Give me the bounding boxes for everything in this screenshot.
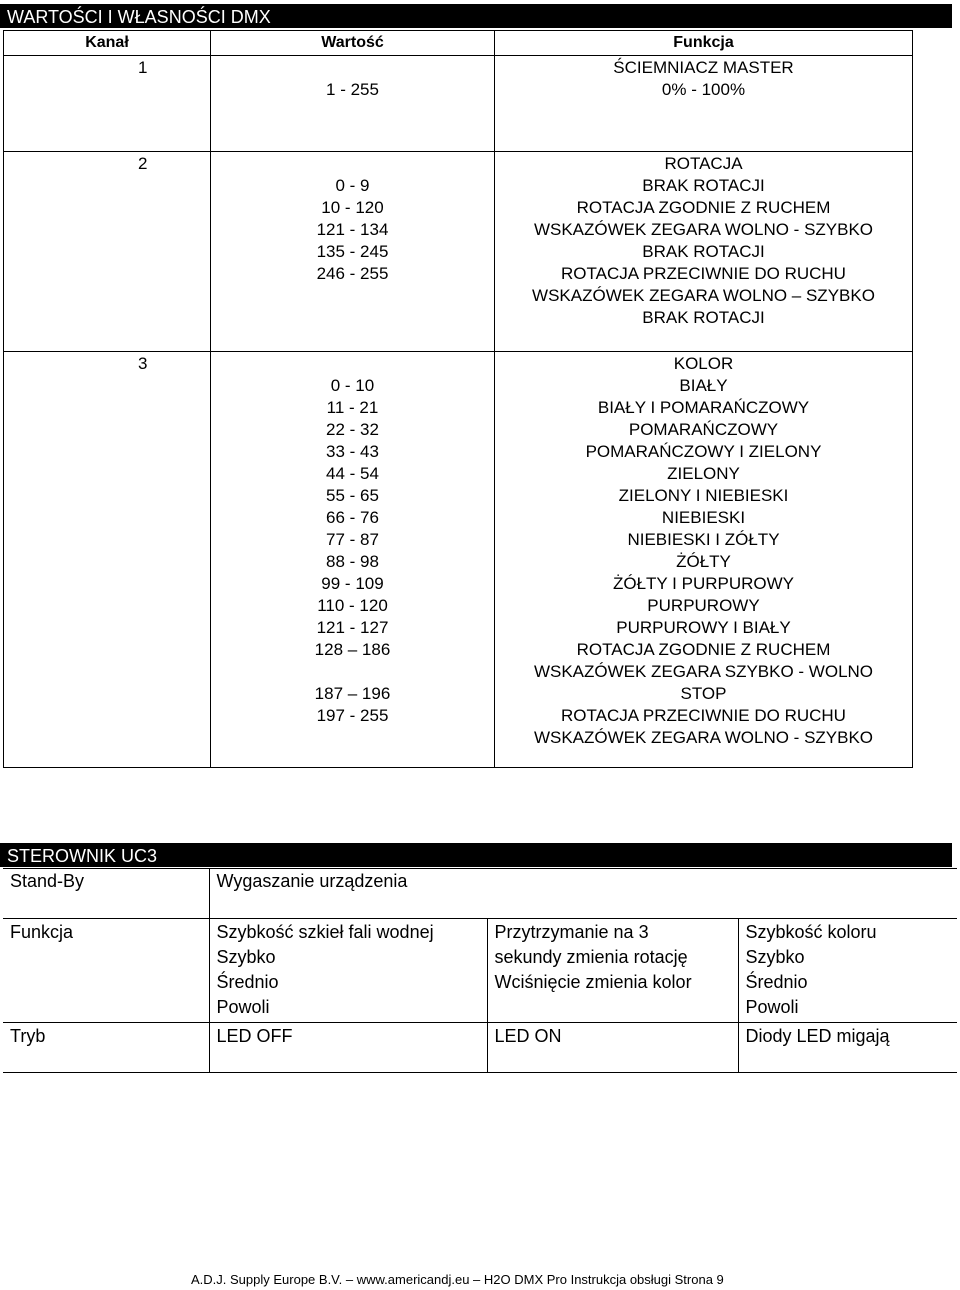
text-line: BRAK ROTACJI	[642, 176, 765, 195]
text-line: 110 - 120	[317, 596, 388, 615]
text-line: Średnio	[216, 972, 279, 992]
text-line: BIAŁY	[679, 376, 728, 395]
uc3-row-tryb	[3, 1023, 957, 1073]
standby-label: Stand-By	[3, 869, 209, 919]
text-line: Szybko	[216, 947, 276, 967]
tryb-led-off: LED OFF	[209, 1023, 487, 1073]
function-cell	[495, 56, 913, 152]
channel-cell: 2	[4, 152, 211, 352]
text-line: 66 - 76	[326, 508, 379, 527]
tryb-led-on: LED ON	[487, 1023, 738, 1073]
text-line: POMARAŃCZOWY I ZIELONY	[585, 442, 822, 461]
text-line: POMARAŃCZOWY	[628, 420, 779, 439]
header-function: Funkcja	[495, 31, 913, 56]
text-line: 11 - 21	[326, 398, 379, 417]
text-line: ROTACJA PRZECIWNIE DO RUCHU	[561, 264, 846, 283]
hold-line	[495, 920, 738, 945]
function-cell	[495, 152, 913, 352]
text-line: 197 - 255	[316, 706, 389, 725]
text-line: 0 - 10	[330, 376, 375, 395]
text-line: WSKAZÓWEK ZEGARA WOLNO - SZYBKO	[533, 728, 874, 747]
hold-word-1: Przytrzymanie	[494, 922, 609, 942]
hold-word-2: na	[613, 922, 634, 942]
text-line: 10 - 120	[321, 198, 384, 217]
page-footer: A.D.J. Supply Europe B.V. – www.americandj.eu – H2O DMX Pro Instrukcja obsługi Strona 9	[191, 1272, 724, 1287]
uc3-row-standby	[3, 869, 957, 919]
dmx-row-2	[4, 152, 913, 352]
text-line: ROTACJA ZGODNIE Z RUCHEM	[576, 198, 831, 217]
text-line: WSKAZÓWEK ZEGARA SZYBKO - WOLNO	[533, 662, 874, 681]
text-line: NIEBIESKI I ZÓŁTY	[627, 530, 780, 549]
funkcja-button-cell	[487, 919, 738, 1023]
text-line: BRAK ROTACJI	[642, 308, 765, 327]
dmx-row-1	[4, 56, 913, 152]
text-line: 77 - 87	[326, 530, 379, 549]
text-line: 246 - 255	[316, 264, 389, 283]
text-line: KOLOR	[673, 354, 734, 373]
text-line: 0 - 9	[335, 176, 370, 195]
button-lines	[495, 945, 738, 995]
text-line	[211, 661, 494, 683]
uc3-row-funkcja	[3, 919, 957, 1023]
value-cell	[211, 56, 495, 152]
text-line: 33 - 43	[326, 442, 379, 461]
text-line: ROTACJA PRZECIWNIE DO RUCHU	[561, 706, 846, 725]
text-line: WSKAZÓWEK ZEGARA WOLNO – SZYBKO	[532, 286, 875, 305]
text-line: ROTACJA	[664, 154, 743, 173]
text-line: 44 - 54	[326, 464, 379, 483]
text-line: 22 - 32	[326, 420, 379, 439]
text-line: BRAK ROTACJI	[642, 242, 765, 261]
text-line: 0% - 100%	[661, 80, 746, 99]
dmx-row-3	[4, 352, 913, 768]
text-line: STOP	[680, 684, 727, 703]
text-line: 121 - 127	[316, 618, 389, 637]
function-cell	[495, 352, 913, 768]
section-title-uc3: STEROWNIK UC3	[0, 843, 952, 867]
text-line: 99 - 109	[321, 574, 384, 593]
tryb-label: Tryb	[3, 1023, 209, 1073]
channel-cell: 3	[4, 352, 211, 768]
text-line: Powoli	[745, 997, 799, 1017]
tryb-led-blink: Diody LED migają	[738, 1023, 957, 1073]
text-line: WSKAZÓWEK ZEGARA WOLNO - SZYBKO	[533, 220, 874, 239]
funkcja-label: Funkcja	[3, 919, 209, 1023]
text-line: Szybkość koloru	[745, 922, 877, 942]
text-line: Szybko	[745, 947, 805, 967]
text-line: 1 - 255	[326, 80, 379, 99]
value-cell	[211, 152, 495, 352]
text-line: 55 - 65	[326, 486, 379, 505]
text-line: BIAŁY I POMARAŃCZOWY	[597, 398, 810, 417]
text-line: Szybkość szkieł fali wodnej	[216, 922, 434, 942]
value-cell	[211, 352, 495, 768]
text-line: sekundy zmienia rotację	[494, 947, 688, 967]
text-line: PURPUROWY	[647, 596, 760, 615]
text-line: ZIELONY I NIEBIESKI	[618, 486, 789, 505]
standby-value: Wygaszanie urządzenia	[209, 869, 957, 919]
text-line: ROTACJA ZGODNIE Z RUCHEM	[576, 640, 831, 659]
section-title-dmx: WARTOŚCI I WŁASNOŚCI DMX	[0, 4, 952, 28]
text-line: Średnio	[745, 972, 808, 992]
text-line: ZIELONY	[667, 464, 740, 483]
funkcja-color-cell	[738, 919, 957, 1023]
text-line: ŚCIEMNIACZ MASTER	[613, 58, 794, 77]
uc3-table	[3, 868, 957, 1073]
channel-cell: 1	[4, 56, 211, 152]
text-line: 88 - 98	[326, 552, 379, 571]
header-value: Wartość	[211, 31, 495, 56]
text-line: Powoli	[216, 997, 270, 1017]
dmx-header-row	[4, 31, 913, 56]
text-line: 187 – 196	[314, 684, 391, 703]
text-line: ŻÓŁTY I PURPUROWY	[612, 574, 795, 593]
funkcja-speed-cell	[209, 919, 487, 1023]
dmx-table	[3, 30, 913, 768]
text-line: 135 - 245	[316, 242, 389, 261]
text-line: ŻÓŁTY	[676, 552, 731, 571]
hold-word-3: 3	[638, 922, 649, 942]
text-line: 121 - 134	[316, 220, 389, 239]
text-line: PURPUROWY I BIAŁY	[616, 618, 791, 637]
text-line: Wciśnięcie zmienia kolor	[494, 972, 692, 992]
text-line: NIEBIESKI	[661, 508, 746, 527]
header-channel: Kanał	[4, 31, 211, 56]
text-line: 128 – 186	[314, 640, 391, 659]
